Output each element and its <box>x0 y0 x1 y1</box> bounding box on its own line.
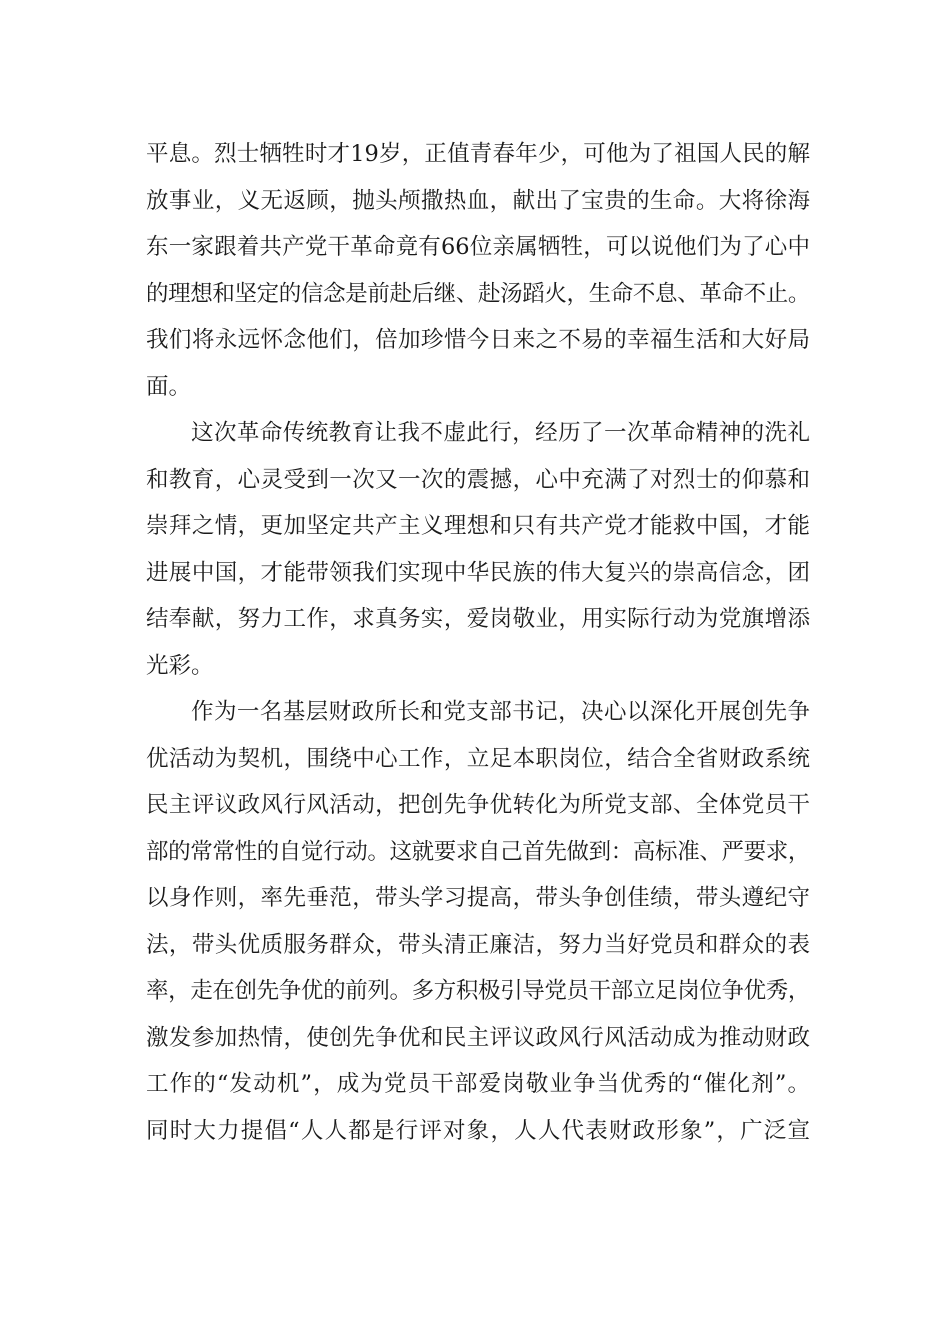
document-body <box>146 131 810 1154</box>
text-line: 面。 <box>146 373 192 400</box>
text-line: 的理想和坚定的信念是前赴后继、赴汤蹈火，生命不息、革命不止。 <box>146 280 810 307</box>
paragraph <box>146 410 810 689</box>
text-line: 同时大力提倡“人人都是行评对象，人人代表财政形象”，广泛宣 <box>146 1117 810 1144</box>
text-line: 以身作则，率先垂范，带头学习提高，带头争创佳绩，带头遵纪守 <box>146 885 810 911</box>
paragraph <box>146 131 810 410</box>
text-line: 平息。烈士牺牲时才19岁，正值青春年少，可他为了祖国人民的解 <box>146 141 810 167</box>
text-line: 率，走在创先争优的前列。多方积极引导党员干部立足岗位争优秀， <box>146 978 810 1004</box>
paragraph <box>146 689 810 1154</box>
text-line: 和教育，心灵受到一次又一次的震撼，心中充满了对烈士的仰慕和 <box>146 466 810 493</box>
text-line: 法，带头优质服务群众，带头清正廉洁，努力当好党员和群众的表 <box>146 931 810 958</box>
text-line: 这次革命传统教育让我不虚此行，经历了一次革命精神的洗礼 <box>191 420 810 446</box>
text-line: 结奉献，努力工作，求真务实，爱岗敬业，用实际行动为党旗增添 <box>146 606 810 632</box>
text-line: 我们将永远怀念他们，倍加珍惜今日来之不易的幸福生活和大好局 <box>146 327 810 353</box>
text-line: 民主评议政风行风活动，把创先争优转化为所党支部、全体党员干 <box>146 792 810 818</box>
text-line: 放事业，义无返顾，抛头颅撒热血，献出了宝贵的生命。大将徐海 <box>146 187 810 214</box>
text-line: 进展中国，才能带领我们实现中华民族的伟大复兴的崇高信念，团 <box>146 559 810 586</box>
text-line: 部的常常性的自觉行动。这就要求自己首先做到：高标准、严要求， <box>146 838 810 865</box>
text-line: 激发参加热情，使创先争优和民主评议政风行风活动成为推动财政 <box>146 1024 810 1051</box>
text-line: 作为一名基层财政所长和党支部书记，决心以深化开展创先争 <box>191 699 810 725</box>
text-line: 东一家跟着共产党干革命竟有66位亲属牺牲，可以说他们为了心中 <box>146 234 810 260</box>
text-line: 优活动为契机，围绕中心工作，立足本职岗位，结合全省财政系统 <box>146 745 810 772</box>
text-line: 工作的“发动机”，成为党员干部爱岗敬业争当优秀的“催化剂”。 <box>146 1071 810 1097</box>
text-line: 崇拜之情，更加坚定共产主义理想和只有共产党才能救中国，才能 <box>146 513 810 539</box>
text-line: 光彩。 <box>146 652 214 679</box>
